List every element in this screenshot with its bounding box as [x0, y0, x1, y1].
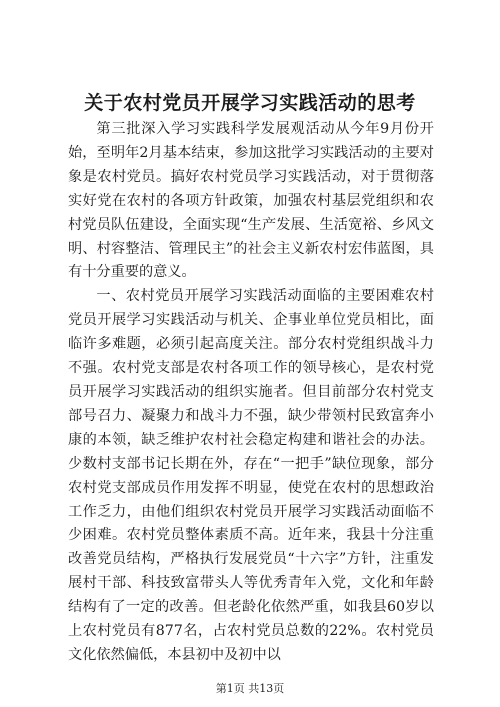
- document-body: [68, 118, 434, 668]
- intro-paragraph: 第三批深入学习实践科学发展观活动从今年9月份开始，至明年2月基本结束，参加这批学习实践活动的主要对象是农村党员。搞好农村党员学习实践活动，对于贯彻落实好党在农村的各项方针政策，加强农村基层党组织和农村党员队伍建设，全面实现“生产发展、生活宽裕、乡风文明、村容整洁、管理民主”的社会主义新农村宏伟蓝图，具有十分重要的意义。: [68, 121, 434, 281]
- document-title: 关于农村党员开展学习实践活动的思考: [84, 92, 416, 114]
- section-one-paragraph: 一、农村党员开展学习实践活动面临的主要困难农村党员开展学习实践活动与机关、企事业单位党员相比，面临许多难题，必须引起高度关注。部分农村党组织战斗力不强。农村党支部是农村各项工作的领导核心，是农村党员开展学习实践活动的组织实施者。但目前部分农村党支部号召力、凝聚力和战斗力不强，缺少带领村民致富奔小康的本领，缺乏维护农村社会稳定构建和谐社会的办法。少数村支部书记长期在外，存在“一把手”缺位现象，部分农村党支部成员作用发挥不明显，使党在农村的思想政治工作乏力，由他们组织农村党员开展学习实践活动面临不少困难。农村党员整体素质不高。近年来，我县十分注重改善党员结构，严格执行发展党员“十六字”方针，注重发展村干部、科技致富带头人等优秀青年入党，文化和年龄结构有了一定的改善。但老龄化依然严重，如我县60岁以上农村党员有877名，占农村党员总数的22%。农村党员文化依然偏低，本县初中及初中以: [68, 288, 434, 663]
- page-footer: 第1页 共13页: [215, 682, 285, 695]
